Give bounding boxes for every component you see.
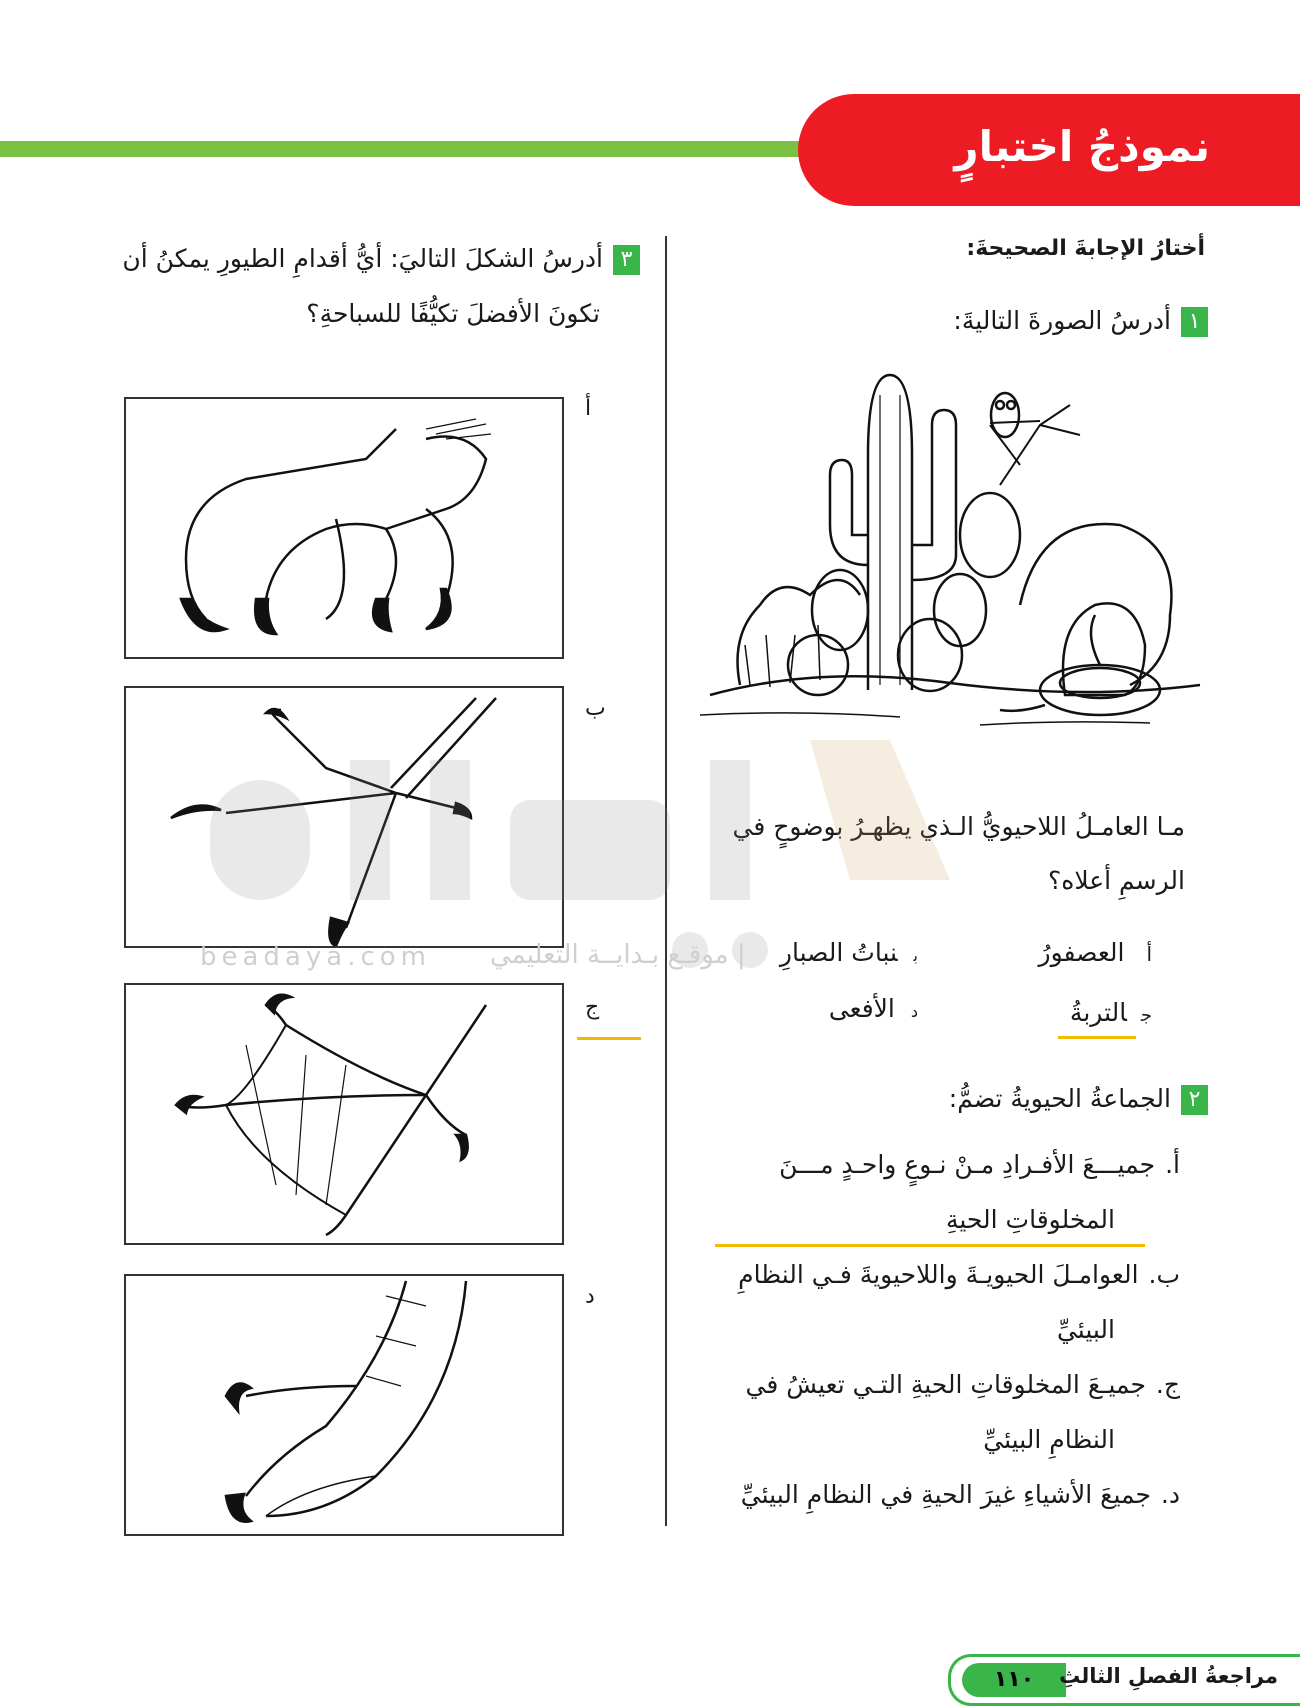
q2-prompt-text: الجماعةُ الحيويةُ تضمُّ: xyxy=(948,1084,1171,1113)
option-letter: د. xyxy=(1160,1480,1180,1509)
option-letter: د xyxy=(910,1002,918,1021)
watermark-latin-text: beadaya.com xyxy=(200,942,431,972)
q1-option-a[interactable] xyxy=(1039,938,1153,967)
q1-question-line2: الرسمِ أعلاه؟ xyxy=(1047,866,1185,895)
page-number: ١١٠ xyxy=(962,1663,1066,1697)
option-letter: ج xyxy=(1140,1005,1152,1026)
option-line1: جميـــعَ الأفـرادِ مـنْ نـوعٍ واحـدٍ مـــنَ xyxy=(779,1150,1156,1179)
q3-option-b-letter[interactable]: ب xyxy=(585,696,606,721)
footer-label: مراجعةُ الفصلِ الثالثِ xyxy=(1059,1664,1278,1688)
option-text: التربةُ xyxy=(1069,998,1127,1027)
q1-prompt xyxy=(953,306,1208,337)
q2-answer-underline xyxy=(715,1244,1145,1247)
q3-option-c-image[interactable] xyxy=(124,983,564,1245)
q1-number-badge: ١ xyxy=(1181,307,1208,337)
watermark-arabic-text: | موقـع بـدايــة التعليمي xyxy=(490,940,746,970)
q2-prompt xyxy=(949,1084,1208,1115)
option-text: الأفعى xyxy=(828,994,895,1023)
q3-option-a-letter[interactable]: أ xyxy=(585,396,592,421)
q3-option-a-image[interactable] xyxy=(124,397,564,659)
option-letter: ج. xyxy=(1155,1370,1180,1399)
q3-prompt-line1 xyxy=(122,244,640,275)
q2-number-badge: ٢ xyxy=(1181,1085,1208,1115)
q3-prompt-text: أدرسُ الشكلَ التاليَ: أيُّ أقدامِ الطيورِ يمكنُ أن xyxy=(122,244,603,273)
option-line2: المخلوقاتِ الحيةِ xyxy=(945,1205,1115,1234)
page-title: نموذجُ اختبارٍ xyxy=(954,122,1210,171)
option-text: العصفورُ xyxy=(1038,938,1125,967)
q1-answer-underline xyxy=(1058,1036,1136,1039)
q3-prompt-line2: تكونَ الأفضلَ تكيُّفًا للسباحةِ؟ xyxy=(306,299,600,328)
q1-prompt-text: أدرسُ الصورةَ التاليةَ: xyxy=(953,306,1171,335)
option-line1: جميـعَ المخلوقاتِ الحيةِ التـي تعيشُ في xyxy=(745,1370,1146,1399)
option-line2: النظامِ البيئيِّ xyxy=(983,1425,1115,1454)
option-letter: أ. xyxy=(1165,1150,1180,1179)
option-line1: جميعَ الأشياءِ غيرَ الحيةِ في النظامِ البيئيِّ xyxy=(740,1480,1151,1509)
q3-answer-underline xyxy=(577,1037,641,1040)
option-text: نباتُ الصبارِ xyxy=(779,938,898,967)
q1-question-line1: مـا العامـلُ اللاحيويُّ الـذي يظهـرُ بوضوحٍ في xyxy=(732,812,1185,841)
column-divider xyxy=(665,236,667,1526)
q1-option-d[interactable] xyxy=(829,994,918,1023)
option-line2: البيئيِّ xyxy=(1056,1315,1115,1344)
header-green-bar xyxy=(0,141,820,157)
section-instruction: أختارُ الإجابةَ الصحيحةَ: xyxy=(966,236,1205,261)
option-letter: أ xyxy=(1146,942,1152,966)
option-line1: العوامـلَ الحيويـةَ واللاحيويةَ فـي النظامِ xyxy=(738,1260,1139,1289)
option-letter: ب. xyxy=(1148,1260,1180,1289)
q1-option-b[interactable] xyxy=(780,938,918,967)
q3-option-d-image[interactable] xyxy=(124,1274,564,1536)
q3-option-b-image[interactable] xyxy=(124,686,564,948)
q1-option-c[interactable] xyxy=(1070,998,1152,1027)
desert-scene-illustration xyxy=(700,365,1210,755)
q3-number-badge: ٣ xyxy=(613,245,640,275)
option-letter: ب xyxy=(913,946,918,965)
q3-option-d-letter[interactable]: د xyxy=(585,1284,595,1309)
q3-option-c-letter[interactable]: ج xyxy=(585,995,600,1020)
